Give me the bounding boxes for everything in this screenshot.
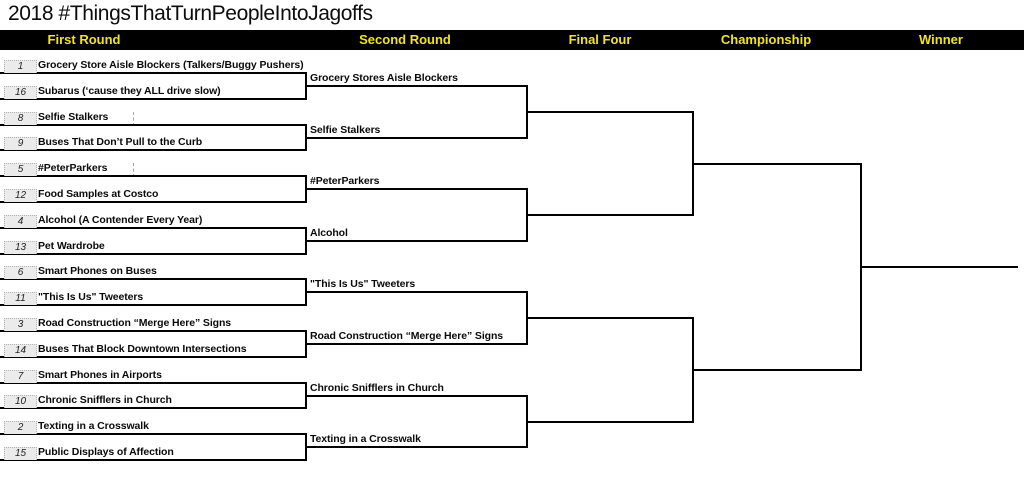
- seed-box: [4, 137, 37, 150]
- final-four-line: [526, 111, 694, 113]
- seed-number: 4: [17, 216, 24, 227]
- seed-number: 2: [17, 422, 24, 433]
- seed-number: 3: [17, 319, 24, 330]
- seed-number: 10: [14, 396, 27, 407]
- first-round-line: [0, 175, 307, 177]
- column-header-championship: Championship: [720, 32, 812, 47]
- seed-box: [4, 395, 37, 408]
- first-round-team: Grocery Store Aisle Blockers (Talkers/Buggy Pushers): [38, 59, 304, 71]
- final-four-line: [526, 214, 694, 216]
- seed-box: [4, 344, 37, 357]
- second-round-line: [305, 85, 528, 87]
- first-round-team: Public Displays of Affection: [38, 446, 174, 458]
- first-round-line: [0, 253, 307, 255]
- first-round-team: Selfie Stalkers: [38, 111, 109, 123]
- seed-box: [4, 421, 37, 434]
- seed-box: [4, 266, 37, 279]
- seed-number: 11: [15, 293, 26, 304]
- second-round-winner: #PeterParkers: [310, 175, 380, 187]
- second-round-line: [305, 343, 528, 345]
- column-header-winner: Winner: [919, 32, 963, 47]
- first-round-line: [0, 227, 307, 229]
- second-round-line: [305, 446, 528, 448]
- first-round-team: Road Construction “Merge Here” Signs: [38, 317, 232, 329]
- final-four-line: [526, 317, 694, 319]
- first-round-line: [0, 433, 307, 435]
- seed-number: 16: [14, 87, 27, 98]
- seed-box: [4, 318, 37, 331]
- seed-number: 7: [17, 371, 24, 382]
- seed-box: [4, 292, 37, 305]
- column-header-first-round: First Round: [47, 32, 121, 47]
- column-header-final-four: Final Four: [568, 32, 632, 47]
- column-header-second-round: Second Round: [359, 32, 451, 47]
- first-round-line: [0, 330, 307, 332]
- seed-box: [4, 241, 37, 254]
- first-round-line: [0, 72, 307, 74]
- first-round-line: [0, 149, 307, 151]
- first-round-line: [0, 407, 307, 409]
- first-round-team: Chronic Snifflers in Church: [38, 394, 172, 406]
- winner-line: [860, 266, 1018, 268]
- seed-number: 15: [14, 448, 27, 459]
- first-round-line: [0, 98, 307, 100]
- second-round-winner: Selfie Stalkers: [310, 124, 381, 136]
- first-round-team: "This Is Us" Tweeters: [38, 291, 144, 303]
- seed-box: [4, 60, 37, 73]
- first-round-team: Subarus (‘cause they ALL drive slow): [38, 85, 221, 97]
- seed-box: [4, 86, 37, 99]
- seed-box: [4, 163, 37, 176]
- first-round-team: Smart Phones in Airports: [38, 369, 162, 381]
- championship-line: [692, 163, 862, 165]
- first-round-team: Pet Wardrobe: [38, 240, 105, 252]
- seed-number: 14: [14, 345, 27, 356]
- seed-box: [4, 215, 37, 228]
- first-round-team: Buses That Don’t Pull to the Curb: [38, 136, 203, 148]
- seed-number: 13: [14, 242, 27, 253]
- second-round-line: [305, 240, 528, 242]
- first-round-line: [0, 459, 307, 461]
- second-round-winner: Road Construction “Merge Here” Signs: [310, 330, 504, 342]
- first-round-team: Alcohol (A Contender Every Year): [38, 214, 203, 226]
- seed-box: [4, 189, 37, 202]
- championship-line: [692, 369, 862, 371]
- first-round-team: Food Samples at Costco: [38, 188, 159, 200]
- seed-box: [4, 112, 37, 125]
- first-round-line: [0, 201, 307, 203]
- seed-box: [4, 447, 37, 460]
- first-round-team: Texting in a Crosswalk: [38, 420, 149, 432]
- seed-number: 8: [17, 113, 24, 124]
- seed-number: 9: [17, 138, 24, 149]
- first-round-team: #PeterParkers: [38, 162, 108, 174]
- second-round-line: [305, 395, 528, 397]
- second-round-winner: Chronic Snifflers in Church: [310, 382, 444, 394]
- first-round-team: Buses That Block Downtown Intersections: [38, 343, 247, 355]
- seed-number: 12: [14, 190, 27, 201]
- second-round-winner: "This Is Us" Tweeters: [310, 278, 416, 290]
- second-round-winner: Grocery Stores Aisle Blockers: [310, 72, 458, 84]
- seed-number: 6: [17, 267, 24, 278]
- second-round-line: [305, 137, 528, 139]
- seed-number: 5: [17, 164, 24, 175]
- round-header-bar: [0, 30, 1024, 50]
- first-round-line: [0, 278, 307, 280]
- seed-box: [4, 370, 37, 383]
- first-round-line: [0, 382, 307, 384]
- first-round-line: [0, 356, 307, 358]
- first-round-line: [0, 304, 307, 306]
- final-four-line: [526, 421, 694, 423]
- page-title: 2018 #ThingsThatTurnPeopleIntoJagoffs: [8, 2, 373, 25]
- second-round-winner: Alcohol: [310, 227, 348, 239]
- second-round-line: [305, 188, 528, 190]
- first-round-team: Smart Phones on Buses: [38, 265, 157, 277]
- second-round-winner: Texting in a Crosswalk: [310, 433, 421, 445]
- seed-number: 1: [17, 61, 24, 72]
- second-round-line: [305, 291, 528, 293]
- first-round-line: [0, 124, 307, 126]
